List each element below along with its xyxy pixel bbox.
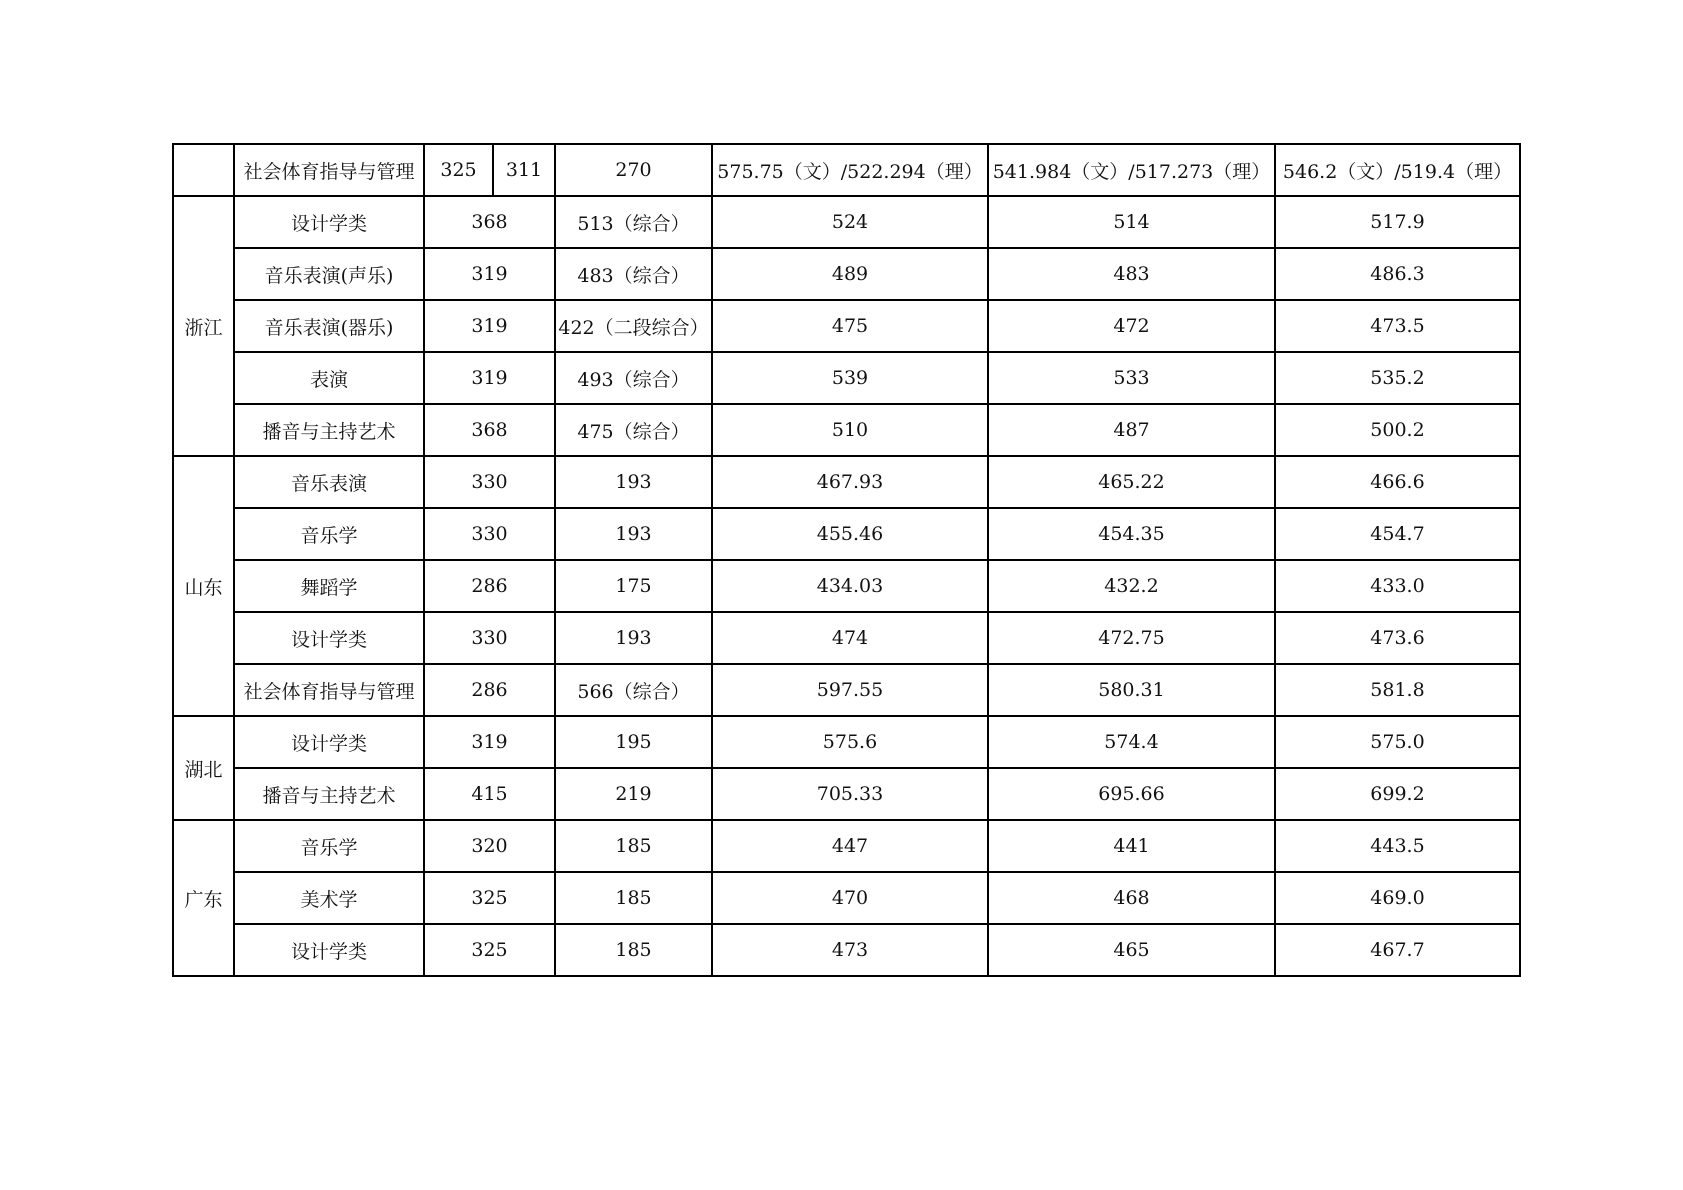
avg-score-cell: 466.6 <box>1275 456 1520 508</box>
table-row <box>173 664 1520 716</box>
min-score-cell: 695.66 <box>988 768 1275 820</box>
min-score-cell: 580.31 <box>988 664 1275 716</box>
min-score-cell: 472.75 <box>988 612 1275 664</box>
table-row <box>173 872 1520 924</box>
avg-score-cell: 454.7 <box>1275 508 1520 560</box>
major-cell: 设计学类 <box>234 196 424 248</box>
major-cell: 音乐学 <box>234 820 424 872</box>
table-row <box>173 456 1520 508</box>
avg-score-cell: 535.2 <box>1275 352 1520 404</box>
line-c-cell: 475（综合） <box>555 404 712 456</box>
min-score-cell: 468 <box>988 872 1275 924</box>
line-c-cell: 566（综合） <box>555 664 712 716</box>
table-row <box>173 612 1520 664</box>
avg-score-cell: 443.5 <box>1275 820 1520 872</box>
line-c-cell: 193 <box>555 456 712 508</box>
major-cell: 设计学类 <box>234 924 424 976</box>
table-row <box>173 820 1520 872</box>
line-a-cell: 320 <box>424 820 555 872</box>
table-row <box>173 560 1520 612</box>
line-c-cell: 219 <box>555 768 712 820</box>
max-score-cell: 475 <box>712 300 988 352</box>
line-c-cell: 193 <box>555 612 712 664</box>
max-score-cell: 489 <box>712 248 988 300</box>
line-c-cell: 270 <box>555 144 712 196</box>
max-score-cell: 434.03 <box>712 560 988 612</box>
major-cell: 音乐学 <box>234 508 424 560</box>
avg-score-cell: 500.2 <box>1275 404 1520 456</box>
min-score-cell: 432.2 <box>988 560 1275 612</box>
major-cell: 音乐表演(器乐) <box>234 300 424 352</box>
avg-score-cell: 433.0 <box>1275 560 1520 612</box>
line-a-cell: 286 <box>424 560 555 612</box>
major-cell: 美术学 <box>234 872 424 924</box>
avg-score-cell: 473.6 <box>1275 612 1520 664</box>
line-a-cell: 330 <box>424 508 555 560</box>
major-cell: 设计学类 <box>234 612 424 664</box>
line-a-cell: 415 <box>424 768 555 820</box>
max-score-cell: 474 <box>712 612 988 664</box>
avg-score-cell: 467.7 <box>1275 924 1520 976</box>
avg-score-cell: 469.0 <box>1275 872 1520 924</box>
min-score-cell: 465 <box>988 924 1275 976</box>
line-a-cell: 319 <box>424 352 555 404</box>
line-c-cell: 175 <box>555 560 712 612</box>
avg-score-cell: 581.8 <box>1275 664 1520 716</box>
max-score-cell: 575.75（文）/522.294（理） <box>712 144 988 196</box>
line-c-cell: 493（综合） <box>555 352 712 404</box>
max-score-cell: 467.93 <box>712 456 988 508</box>
line-a-cell: 368 <box>424 404 555 456</box>
major-cell: 设计学类 <box>234 716 424 768</box>
min-score-cell: 487 <box>988 404 1275 456</box>
line-a-cell: 330 <box>424 612 555 664</box>
major-cell: 社会体育指导与管理 <box>234 664 424 716</box>
line-c-cell: 185 <box>555 872 712 924</box>
province-cell: 湖北 <box>173 716 234 820</box>
line-c-cell: 422（二段综合） <box>555 300 712 352</box>
line-a-cell: 368 <box>424 196 555 248</box>
max-score-cell: 447 <box>712 820 988 872</box>
line-c-cell: 195 <box>555 716 712 768</box>
line-a-cell: 325 <box>424 144 493 196</box>
max-score-cell: 597.55 <box>712 664 988 716</box>
table-row <box>173 144 1520 196</box>
table-body <box>173 144 1520 976</box>
province-cell <box>173 144 234 196</box>
avg-score-cell: 546.2（文）/519.4（理） <box>1275 144 1520 196</box>
avg-score-cell: 473.5 <box>1275 300 1520 352</box>
min-score-cell: 533 <box>988 352 1275 404</box>
major-cell: 社会体育指导与管理 <box>234 144 424 196</box>
max-score-cell: 510 <box>712 404 988 456</box>
table-row <box>173 716 1520 768</box>
min-score-cell: 574.4 <box>988 716 1275 768</box>
line-a-cell: 325 <box>424 872 555 924</box>
line-c-cell: 185 <box>555 820 712 872</box>
table-row <box>173 352 1520 404</box>
max-score-cell: 524 <box>712 196 988 248</box>
major-cell: 表演 <box>234 352 424 404</box>
major-cell: 播音与主持艺术 <box>234 404 424 456</box>
avg-score-cell: 517.9 <box>1275 196 1520 248</box>
table-row <box>173 404 1520 456</box>
max-score-cell: 539 <box>712 352 988 404</box>
table-row <box>173 508 1520 560</box>
min-score-cell: 454.35 <box>988 508 1275 560</box>
major-cell: 音乐表演 <box>234 456 424 508</box>
table-row <box>173 924 1520 976</box>
line-a-cell: 319 <box>424 248 555 300</box>
province-cell: 山东 <box>173 456 234 716</box>
max-score-cell: 705.33 <box>712 768 988 820</box>
min-score-cell: 465.22 <box>988 456 1275 508</box>
line-b-cell: 311 <box>493 144 555 196</box>
province-cell: 广东 <box>173 820 234 976</box>
max-score-cell: 455.46 <box>712 508 988 560</box>
table-row <box>173 768 1520 820</box>
line-a-cell: 330 <box>424 456 555 508</box>
avg-score-cell: 486.3 <box>1275 248 1520 300</box>
table-row <box>173 248 1520 300</box>
line-a-cell: 319 <box>424 300 555 352</box>
max-score-cell: 470 <box>712 872 988 924</box>
line-a-cell: 319 <box>424 716 555 768</box>
major-cell: 播音与主持艺术 <box>234 768 424 820</box>
line-c-cell: 483（综合） <box>555 248 712 300</box>
table-row <box>173 300 1520 352</box>
line-a-cell: 325 <box>424 924 555 976</box>
admission-score-table <box>172 143 1521 977</box>
major-cell: 舞蹈学 <box>234 560 424 612</box>
line-c-cell: 185 <box>555 924 712 976</box>
major-cell: 音乐表演(声乐) <box>234 248 424 300</box>
table-row <box>173 196 1520 248</box>
avg-score-cell: 699.2 <box>1275 768 1520 820</box>
max-score-cell: 575.6 <box>712 716 988 768</box>
min-score-cell: 483 <box>988 248 1275 300</box>
min-score-cell: 472 <box>988 300 1275 352</box>
line-a-cell: 286 <box>424 664 555 716</box>
min-score-cell: 441 <box>988 820 1275 872</box>
max-score-cell: 473 <box>712 924 988 976</box>
min-score-cell: 541.984（文）/517.273（理） <box>988 144 1275 196</box>
province-cell: 浙江 <box>173 196 234 456</box>
min-score-cell: 514 <box>988 196 1275 248</box>
line-c-cell: 193 <box>555 508 712 560</box>
line-c-cell: 513（综合） <box>555 196 712 248</box>
avg-score-cell: 575.0 <box>1275 716 1520 768</box>
